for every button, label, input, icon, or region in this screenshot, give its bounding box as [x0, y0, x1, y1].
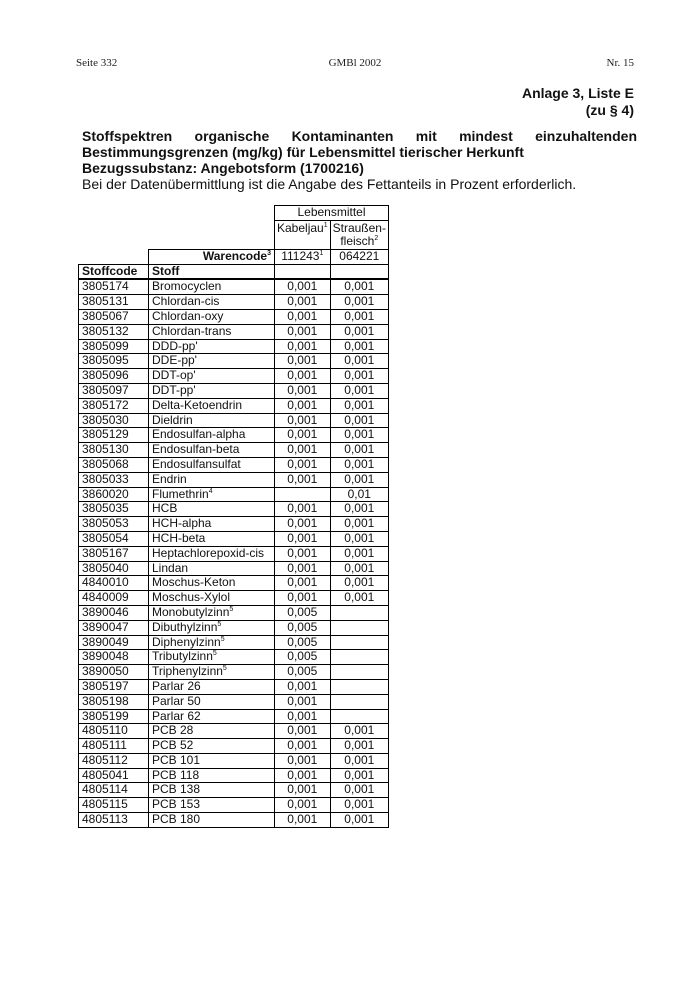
straussenfleisch-value-cell: 0,001 [330, 724, 388, 739]
stoff-name: Monobutylzinn [152, 604, 230, 619]
table-row [79, 502, 389, 517]
heading-title: Stoffspektren organische Kontaminanten mit mindest einzuhaltenden Bestimmungsgrenzen (mg/kg) für Lebensmittel tierischer Herkunft [82, 128, 637, 160]
stoffcode-cell: 4805111 [79, 739, 149, 754]
stoff-name: PCB 180 [152, 812, 201, 827]
stoffcode-cell: 3805067 [79, 309, 149, 324]
kabeljau-value-cell: 0,005 [275, 635, 331, 650]
table-row [79, 295, 389, 310]
table-row [79, 443, 389, 458]
kabeljau-value-cell [275, 487, 331, 502]
stoff-name: HCB [152, 501, 178, 516]
table-row [79, 561, 389, 576]
footnote-mark: 5 [212, 650, 217, 658]
kabeljau-value-cell: 0,001 [275, 324, 331, 339]
stoff-name: Dibuthylzinn [152, 619, 218, 634]
stoff-name: Lindan [152, 560, 189, 575]
group-header: Lebensmittel [275, 206, 389, 221]
kabeljau-value-cell: 0,001 [275, 369, 331, 384]
straussenfleisch-value-cell: 0,001 [330, 309, 388, 324]
stoffcode-cell: 3805097 [79, 383, 149, 398]
column-header-straussenfleisch [330, 220, 388, 249]
table-row [79, 591, 389, 606]
kabeljau-value-cell: 0,001 [275, 591, 331, 606]
header-empty-kabeljau [275, 264, 331, 279]
stoff-name: PCB 101 [152, 752, 201, 767]
header-stoffcode: Stoffcode [79, 264, 149, 279]
kabeljau-value-cell: 0,005 [275, 620, 331, 635]
kabeljau-value-cell: 0,005 [275, 605, 331, 620]
straussenfleisch-value-cell: 0,001 [330, 339, 388, 354]
kabeljau-value-cell: 0,001 [275, 457, 331, 472]
stoff-cell [149, 531, 275, 546]
stoff-cell [149, 694, 275, 709]
stoff-name: Endosulfan-alpha [152, 427, 246, 442]
table-row [79, 354, 389, 369]
stoffcode-cell: 3805174 [79, 279, 149, 294]
column-header-kabeljau-label: Kabeljau [277, 220, 324, 235]
stoff-cell [149, 783, 275, 798]
stoff-name: DDT-pp' [152, 382, 196, 397]
warencode-label [149, 249, 275, 264]
stoff-name: PCB 138 [152, 782, 201, 797]
footnote-mark: 1 [319, 249, 324, 257]
stoffcode-cell: 3805053 [79, 517, 149, 532]
footnote-mark: 5 [220, 635, 225, 643]
kabeljau-value-cell: 0,001 [275, 679, 331, 694]
straussenfleisch-value-cell: 0,001 [330, 576, 388, 591]
table-row [79, 753, 389, 768]
straussenfleisch-value-cell: 0,001 [330, 531, 388, 546]
kabeljau-value-cell: 0,001 [275, 739, 331, 754]
food-header-row [79, 220, 389, 249]
stoff-cell [149, 739, 275, 754]
stoff-name: Chlordan-trans [152, 323, 232, 338]
straussenfleisch-value-cell [330, 620, 388, 635]
table-row [79, 665, 389, 680]
straussenfleisch-value-cell: 0,001 [330, 472, 388, 487]
straussenfleisch-value-cell: 0,001 [330, 783, 388, 798]
column-header-straussenfleisch-label: Straußen- [332, 220, 386, 235]
empty-cell [79, 249, 149, 264]
kabeljau-value-cell: 0,001 [275, 753, 331, 768]
stoff-name: Endrin [152, 471, 187, 486]
stoffcode-cell: 3805033 [79, 472, 149, 487]
table-row [79, 798, 389, 813]
straussenfleisch-value-cell: 0,001 [330, 443, 388, 458]
straussenfleisch-value-cell [330, 679, 388, 694]
table-row [79, 472, 389, 487]
section-heading [82, 128, 637, 192]
straussenfleisch-value-cell [330, 694, 388, 709]
footnote-mark: 5 [222, 665, 227, 673]
kabeljau-value-cell: 0,001 [275, 339, 331, 354]
table-row [79, 369, 389, 384]
straussenfleisch-value-cell: 0,001 [330, 398, 388, 413]
table-row [79, 487, 389, 502]
kabeljau-value-cell: 0,001 [275, 309, 331, 324]
stoffcode-cell: 4805112 [79, 753, 149, 768]
heading-note: Bei der Datenübermittlung ist die Angabe des Fettanteils in Prozent erforderlich. [82, 176, 577, 192]
warencode-kabeljau [275, 249, 331, 264]
stoff-name: Parlar 26 [152, 678, 201, 693]
stoff-cell [149, 324, 275, 339]
straussenfleisch-value-cell [330, 665, 388, 680]
straussenfleisch-value-cell: 0,001 [330, 457, 388, 472]
stoff-cell [149, 768, 275, 783]
stoffcode-cell: 3805096 [79, 369, 149, 384]
straussenfleisch-value-cell: 0,001 [330, 413, 388, 428]
stoffcode-cell: 3805198 [79, 694, 149, 709]
stoffcode-cell: 3805035 [79, 502, 149, 517]
footnote-mark: 4 [208, 487, 213, 495]
header-stoff: Stoff [149, 264, 275, 279]
stoffcode-cell: 3890050 [79, 665, 149, 680]
empty-cell [79, 220, 275, 249]
straussenfleisch-value-cell: 0,001 [330, 502, 388, 517]
footnote-mark: 5 [229, 605, 234, 613]
straussenfleisch-value-cell: 0,001 [330, 813, 388, 828]
straussenfleisch-value-cell: 0,001 [330, 591, 388, 606]
straussenfleisch-value-cell: 0,001 [330, 753, 388, 768]
stoff-name: Tributylzinn [152, 649, 213, 664]
table-row [79, 709, 389, 724]
stoff-name: Chlordan-cis [152, 294, 220, 309]
footnote-mark: 3 [267, 249, 271, 257]
straussenfleisch-value-cell: 0,001 [330, 517, 388, 532]
straussenfleisch-value-cell: 0,001 [330, 546, 388, 561]
straussenfleisch-value-cell: 0,001 [330, 561, 388, 576]
stoff-cell [149, 354, 275, 369]
stoff-cell [149, 413, 275, 428]
stoff-cell [149, 517, 275, 532]
straussenfleisch-value-cell: 0,001 [330, 798, 388, 813]
straussenfleisch-value-cell: 0,001 [330, 295, 388, 310]
column-header-straussenfleisch-label-2: fleisch [340, 233, 375, 248]
group-header-row [79, 206, 389, 221]
table-row [79, 635, 389, 650]
contaminant-table [78, 205, 389, 828]
stoffcode-cell: 3805167 [79, 546, 149, 561]
stoff-cell [149, 457, 275, 472]
table-row [79, 324, 389, 339]
stoffcode-cell: 4805113 [79, 813, 149, 828]
stoff-name: Bromocyclen [152, 279, 222, 294]
kabeljau-value-cell: 0,001 [275, 354, 331, 369]
stoff-cell [149, 279, 275, 294]
footnote-mark: 1 [323, 221, 328, 229]
issue-number: Nr. 15 [606, 57, 634, 69]
stoff-name: Moschus-Keton [152, 575, 236, 590]
stoffcode-cell: 3805030 [79, 413, 149, 428]
table-row [79, 428, 389, 443]
table-row [79, 694, 389, 709]
stoff-cell [149, 339, 275, 354]
stoff-name: Endosulfan-beta [152, 442, 240, 457]
stoff-cell [149, 472, 275, 487]
stoffcode-cell: 3890049 [79, 635, 149, 650]
table-row [79, 546, 389, 561]
stoffcode-cell: 3805131 [79, 295, 149, 310]
straussenfleisch-value-cell: 0,001 [330, 428, 388, 443]
annex-reference: (zu § 4) [585, 102, 634, 118]
stoff-cell [149, 665, 275, 680]
kabeljau-value-cell: 0,001 [275, 398, 331, 413]
stoff-name: PCB 28 [152, 723, 194, 738]
stoff-name: Diphenylzinn [152, 634, 221, 649]
straussenfleisch-value-cell: 0,001 [330, 354, 388, 369]
stoffcode-cell: 4805041 [79, 768, 149, 783]
warencode-label-text: Warencode [202, 248, 268, 263]
kabeljau-value-cell: 0,001 [275, 502, 331, 517]
stoff-cell [149, 635, 275, 650]
kabeljau-value-cell: 0,001 [275, 768, 331, 783]
stoff-cell [149, 443, 275, 458]
stoff-cell [149, 502, 275, 517]
annex-title: Anlage 3, Liste E [521, 85, 634, 101]
stoff-cell [149, 813, 275, 828]
kabeljau-value-cell: 0,001 [275, 472, 331, 487]
stoff-name: Parlar 62 [152, 708, 201, 723]
table-row [79, 309, 389, 324]
table-row [79, 413, 389, 428]
stoff-cell [149, 546, 275, 561]
kabeljau-value-cell: 0,001 [275, 783, 331, 798]
table-row [79, 724, 389, 739]
stoff-cell [149, 295, 275, 310]
stoffcode-cell: 4840009 [79, 591, 149, 606]
stoff-name: Parlar 50 [152, 693, 201, 708]
table-row [79, 768, 389, 783]
footnote-mark: 5 [217, 620, 222, 628]
stoffcode-cell: 3805054 [79, 531, 149, 546]
straussenfleisch-value-cell [330, 605, 388, 620]
publication-title: GMBl 2002 [328, 57, 382, 69]
column-header-kabeljau [275, 220, 331, 249]
straussenfleisch-value-cell: 0,01 [330, 487, 388, 502]
stoff-name: Heptachlorepoxid-cis [152, 545, 265, 560]
kabeljau-value-cell: 0,001 [275, 295, 331, 310]
kabeljau-value-cell: 0,001 [275, 443, 331, 458]
stoffcode-cell: 3805132 [79, 324, 149, 339]
kabeljau-value-cell: 0,001 [275, 798, 331, 813]
table-row [79, 813, 389, 828]
kabeljau-value-cell: 0,001 [275, 428, 331, 443]
table-row [79, 457, 389, 472]
stoff-cell [149, 369, 275, 384]
stoff-cell [149, 576, 275, 591]
stoffcode-cell: 3805199 [79, 709, 149, 724]
kabeljau-value-cell: 0,001 [275, 813, 331, 828]
kabeljau-value-cell: 0,001 [275, 576, 331, 591]
stoffcode-cell: 3805197 [79, 679, 149, 694]
stoffcode-cell: 4805115 [79, 798, 149, 813]
table-row [79, 650, 389, 665]
footnote-mark: 2 [374, 234, 379, 242]
straussenfleisch-value-cell: 0,001 [330, 383, 388, 398]
kabeljau-value-cell: 0,001 [275, 724, 331, 739]
stoffcode-cell: 3805068 [79, 457, 149, 472]
stoff-name: DDT-op' [152, 368, 196, 383]
stoff-cell [149, 605, 275, 620]
straussenfleisch-value-cell [330, 635, 388, 650]
table-row [79, 783, 389, 798]
table-row [79, 517, 389, 532]
stoffcode-cell: 3890048 [79, 650, 149, 665]
stoff-name: HCH-beta [152, 530, 206, 545]
kabeljau-value-cell: 0,001 [275, 279, 331, 294]
kabeljau-value-cell: 0,001 [275, 517, 331, 532]
table-row [79, 531, 389, 546]
straussenfleisch-value-cell [330, 709, 388, 724]
table-row [79, 279, 389, 294]
kabeljau-value-cell: 0,001 [275, 383, 331, 398]
stoff-name: DDE-pp' [152, 353, 197, 368]
warencode-straussenfleisch: 064221 [330, 249, 388, 264]
stoffcode-cell: 3805040 [79, 561, 149, 576]
stoff-cell [149, 487, 275, 502]
table-row [79, 620, 389, 635]
stoff-cell [149, 724, 275, 739]
kabeljau-value-cell: 0,001 [275, 561, 331, 576]
stoff-name: Flumethrin [152, 486, 209, 501]
warencode-kabeljau-value: 111243 [281, 248, 320, 263]
annex-label [522, 85, 634, 119]
table-row [79, 383, 389, 398]
table-row [79, 605, 389, 620]
stoff-name: HCH-alpha [152, 516, 212, 531]
header-empty-straussenfleisch [330, 264, 388, 279]
column-header-row [79, 264, 389, 279]
stoff-name: PCB 52 [152, 738, 194, 753]
table-row [79, 398, 389, 413]
kabeljau-value-cell: 0,001 [275, 709, 331, 724]
stoff-name: Triphenylzinn [152, 664, 223, 679]
straussenfleisch-value-cell [330, 650, 388, 665]
stoff-cell [149, 753, 275, 768]
stoff-cell [149, 650, 275, 665]
stoff-name: PCB 153 [152, 797, 201, 812]
stoff-cell [149, 398, 275, 413]
empty-cell [79, 206, 275, 221]
straussenfleisch-value-cell: 0,001 [330, 369, 388, 384]
stoffcode-cell: 3805129 [79, 428, 149, 443]
stoff-cell [149, 561, 275, 576]
straussenfleisch-value-cell: 0,001 [330, 739, 388, 754]
stoff-name: Dieldrin [152, 412, 193, 427]
stoff-cell [149, 709, 275, 724]
stoffcode-cell: 4840010 [79, 576, 149, 591]
stoff-name: Delta-Ketoendrin [152, 397, 243, 412]
stoff-cell [149, 428, 275, 443]
heading-reference-substance: Bezugssubstanz: Angebotsform (1700216) [82, 160, 364, 176]
kabeljau-value-cell: 0,005 [275, 665, 331, 680]
warencode-row [79, 249, 389, 264]
stoff-name: Chlordan-oxy [152, 308, 224, 323]
stoffcode-cell: 3890047 [79, 620, 149, 635]
stoffcode-cell: 3805130 [79, 443, 149, 458]
stoff-name: DDD-pp' [152, 338, 198, 353]
stoffcode-cell: 3805172 [79, 398, 149, 413]
stoffcode-cell: 3890046 [79, 605, 149, 620]
page-number: Seite 332 [76, 57, 118, 69]
kabeljau-value-cell: 0,001 [275, 531, 331, 546]
stoffcode-cell: 4805110 [79, 724, 149, 739]
straussenfleisch-value-cell: 0,001 [330, 768, 388, 783]
kabeljau-value-cell: 0,001 [275, 694, 331, 709]
table-row [79, 679, 389, 694]
stoff-cell [149, 798, 275, 813]
stoffcode-cell: 4805114 [79, 783, 149, 798]
kabeljau-value-cell: 0,001 [275, 546, 331, 561]
stoff-name: Moschus-Xylol [152, 590, 231, 605]
straussenfleisch-value-cell: 0,001 [330, 324, 388, 339]
stoffcode-cell: 3860020 [79, 487, 149, 502]
stoff-cell [149, 383, 275, 398]
table-row [79, 339, 389, 354]
straussenfleisch-value-cell: 0,001 [330, 279, 388, 294]
stoff-cell [149, 679, 275, 694]
kabeljau-value-cell: 0,001 [275, 413, 331, 428]
stoffcode-cell: 3805095 [79, 354, 149, 369]
stoff-cell [149, 591, 275, 606]
stoff-name: Endosulfansulfat [152, 456, 241, 471]
kabeljau-value-cell: 0,005 [275, 650, 331, 665]
stoffcode-cell: 3805099 [79, 339, 149, 354]
stoff-name: PCB 118 [152, 767, 200, 782]
table-row [79, 739, 389, 754]
stoff-cell [149, 309, 275, 324]
table-row [79, 576, 389, 591]
stoff-cell [149, 620, 275, 635]
